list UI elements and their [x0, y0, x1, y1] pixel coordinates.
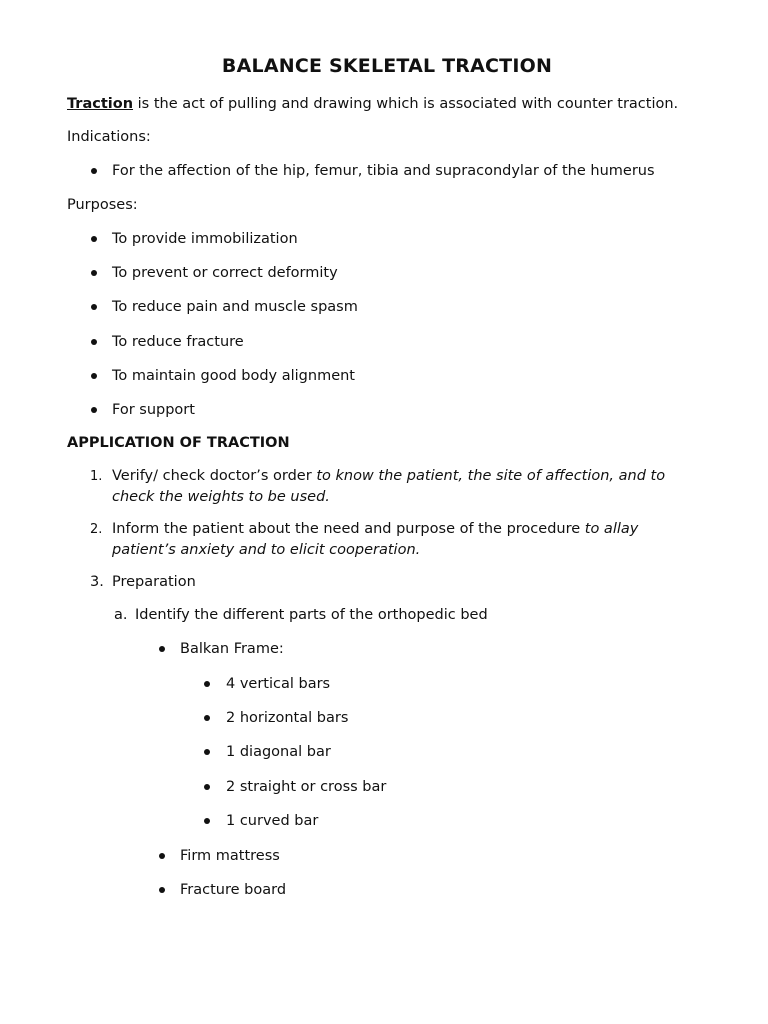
step-number: 1.	[90, 469, 103, 484]
definition-paragraph	[67, 94, 678, 114]
bullet-icon	[204, 681, 210, 687]
bullet-icon	[91, 168, 97, 174]
step-1-line-1	[112, 466, 665, 486]
purpose-item: To maintain good body alignment	[112, 368, 355, 384]
bullet-icon	[159, 887, 165, 893]
purpose-item: To reduce fracture	[112, 334, 244, 350]
step-number: 2.	[90, 522, 103, 537]
balkan-frame-label: Balkan Frame:	[180, 641, 284, 657]
application-heading: APPLICATION OF TRACTION	[67, 435, 290, 451]
bullet-icon	[204, 715, 210, 721]
sub-step-letter: a.	[114, 607, 128, 623]
bullet-icon	[159, 853, 165, 859]
sub-step-text: Identify the different parts of the orthopedic bed	[135, 607, 488, 623]
purpose-item: For support	[112, 402, 195, 418]
balkan-frame-item: 4 vertical bars	[226, 676, 331, 692]
balkan-frame-item: 2 horizontal bars	[226, 710, 349, 726]
step-number: 3.	[90, 574, 104, 590]
indication-item: For the affection of the hip, femur, tibia and supracondylar of the humerus	[112, 163, 655, 179]
indications-label: Indications:	[67, 129, 151, 145]
bullet-icon	[91, 304, 97, 310]
step-2-italic: to allay	[584, 521, 639, 537]
step-1-text: Verify/ check doctor’s order	[112, 468, 317, 484]
bullet-icon	[91, 270, 97, 276]
bullet-icon	[204, 784, 210, 790]
purpose-item: To provide immobilization	[112, 231, 298, 247]
balkan-frame-item: 1 curved bar	[226, 813, 319, 829]
step-1-line-2: check the weights to be used.	[112, 489, 330, 505]
bullet-icon	[159, 646, 165, 652]
bullet-icon	[91, 373, 97, 379]
purpose-item: To prevent or correct deformity	[112, 265, 338, 281]
bullet-icon	[204, 818, 210, 824]
step-3-text: Preparation	[112, 574, 196, 590]
step-2-line-1	[112, 519, 638, 539]
bullet-icon	[91, 339, 97, 345]
definition-text: is the act of pulling and drawing which is associated with counter traction.	[133, 96, 679, 112]
step-1-italic: to know the patient, the site of affection, and to	[316, 468, 666, 484]
bullet-icon	[91, 236, 97, 242]
step-2-text: Inform the patient about the need and purpose of the procedure	[112, 521, 585, 537]
bed-part-item: Firm mattress	[180, 848, 280, 864]
balkan-frame-item: 1 diagonal bar	[226, 744, 331, 760]
definition-term: Traction	[67, 96, 134, 112]
balkan-frame-item: 2 straight or cross bar	[226, 779, 387, 795]
bed-part-item: Fracture board	[180, 882, 287, 898]
purpose-item: To reduce pain and muscle spasm	[112, 299, 358, 315]
step-2-line-2: patient’s anxiety and to elicit cooperation.	[112, 542, 421, 558]
document-title: BALANCE SKELETAL TRACTION	[221, 55, 553, 77]
purposes-label: Purposes:	[67, 197, 138, 213]
bullet-icon	[91, 407, 97, 413]
bullet-icon	[204, 749, 210, 755]
